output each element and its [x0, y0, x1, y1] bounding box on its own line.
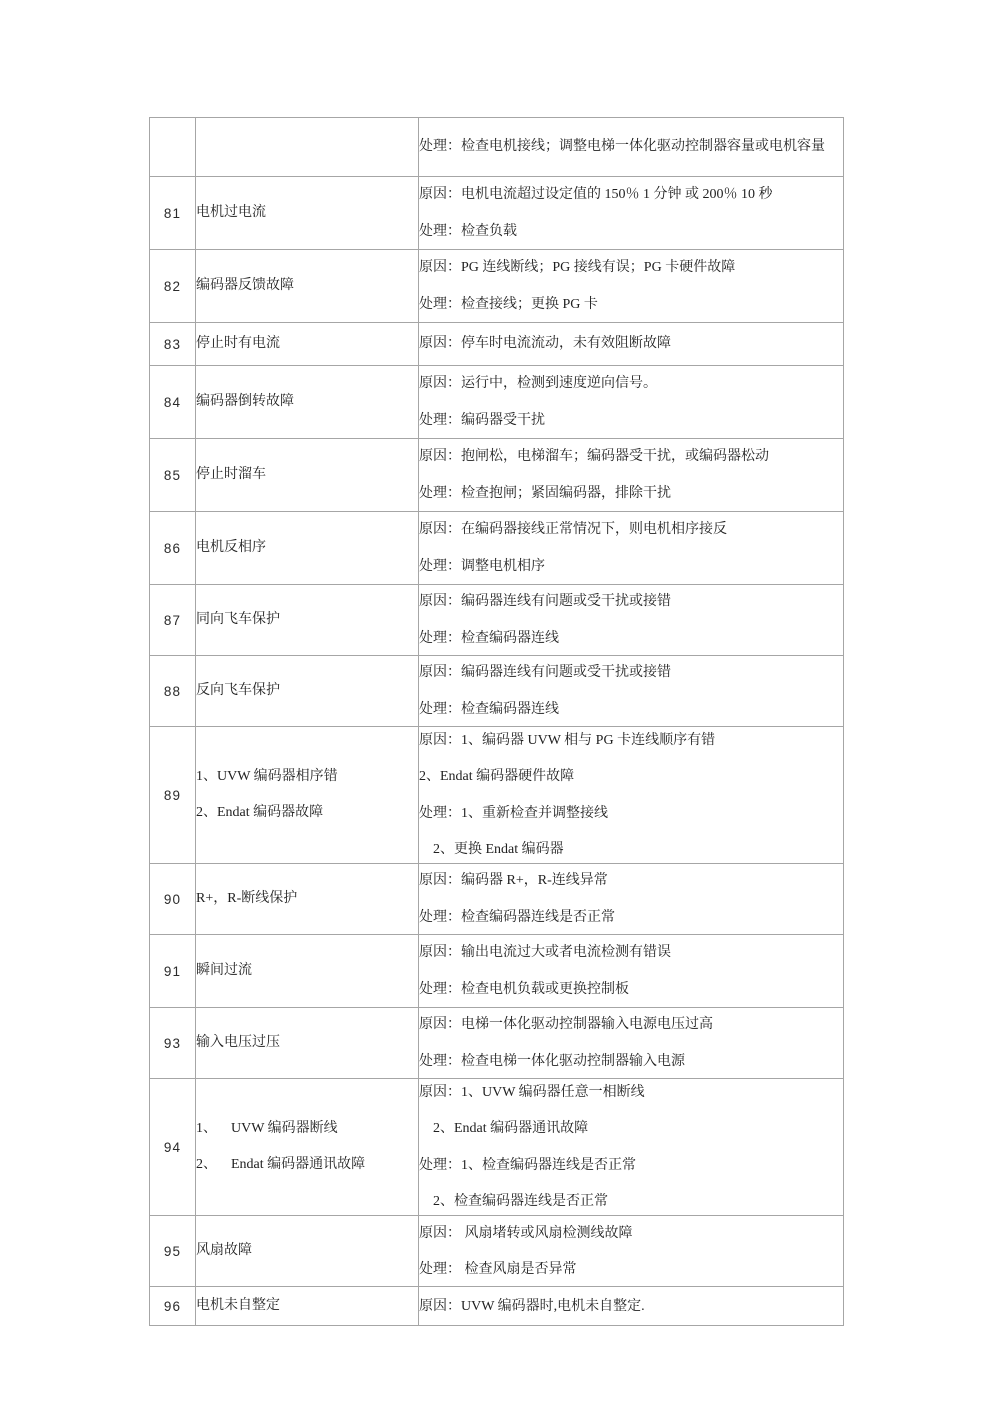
fault-description-cell: [419, 585, 844, 656]
table-row: [150, 118, 844, 177]
table-row: [150, 512, 844, 585]
fault-description-line: 原因：输出电流过大或者电流检测有错误: [419, 945, 671, 961]
fault-description-line: 处理：检查电机负载或更换控制板: [419, 981, 629, 997]
fault-description-line: 2、更换 Endat 编码器: [419, 841, 564, 857]
fault-description-line: 原因：1、编码器 UVW 相与 PG 卡连线顺序有错: [419, 733, 716, 748]
fault-description-line: 处理：检查负载: [419, 223, 517, 239]
fault-description-cell: [419, 1287, 844, 1326]
fault-code-table: [149, 117, 844, 1326]
fault-name-cell: [196, 864, 419, 935]
table-row: [150, 656, 844, 727]
fault-description-cell: [419, 864, 844, 935]
fault-name-cell: [196, 727, 419, 864]
table-row: [150, 250, 844, 323]
fault-description-cell: [419, 512, 844, 585]
fault-description-cell: [419, 177, 844, 250]
fault-description-line: 原因：编码器 R+，R-连线异常: [419, 873, 608, 889]
fault-name-line: 编码器倒转故障: [196, 394, 294, 410]
table-row: [150, 585, 844, 656]
fault-description-line: 2、Endat 编码器通讯故障: [419, 1121, 589, 1137]
fault-name-cell: [196, 935, 419, 1008]
fault-description-line: 处理：1、检查编码器连线是否正常: [419, 1157, 636, 1173]
fault-description-line: 原因：编码器连线有问题或受干扰或接错: [419, 665, 671, 681]
fault-description-line: 原因： 风扇堵转或风扇检测线故障: [419, 1225, 633, 1241]
fault-description-line: 处理：检查抱闸；紧固编码器，排除干扰: [419, 485, 671, 501]
fault-name-cell: [196, 512, 419, 585]
fault-name-cell: [196, 1287, 419, 1326]
fault-name-line: R+，R-断线保护: [196, 891, 298, 907]
fault-description-line: 处理：编码器受干扰: [419, 412, 545, 428]
fault-name-line: 1、 UVW 编码器断线: [196, 1121, 338, 1137]
table-row: [150, 366, 844, 439]
fault-description-line: 处理： 检查风扇是否异常: [419, 1261, 577, 1277]
fault-name-line: 输入电压过压: [196, 1035, 280, 1051]
fault-description-line: 处理：检查电机接线；调整电梯一体化驱动控制器容量或电机容量: [419, 139, 825, 155]
fault-code-cell: 87: [150, 585, 196, 656]
fault-description-cell: [419, 250, 844, 323]
fault-description-line: 原因：编码器连线有问题或受干扰或接错: [419, 594, 671, 610]
fault-name-line: 电机反相序: [196, 540, 266, 556]
fault-code-cell: 83: [150, 323, 196, 366]
fault-description-line: 处理：检查接线；更换 PG 卡: [419, 296, 598, 312]
fault-code-cell: 89: [150, 727, 196, 864]
fault-code-cell: 91: [150, 935, 196, 1008]
fault-description-line: 原因：UVW 编码器时,电机未自整定.: [419, 1298, 645, 1314]
table-row: [150, 177, 844, 250]
fault-description-line: 原因：抱闸松，电梯溜车；编码器受干扰，或编码器松动: [419, 449, 769, 465]
table-row: [150, 935, 844, 1008]
fault-name-line: 停止时溜车: [196, 467, 266, 483]
fault-name-cell: [196, 1079, 419, 1216]
fault-code-cell: 82: [150, 250, 196, 323]
fault-code-cell: 94: [150, 1079, 196, 1216]
fault-description-line: 原因：在编码器接线正常情况下，则电机相序接反: [419, 522, 727, 538]
fault-code-cell: 96: [150, 1287, 196, 1326]
fault-description-line: 处理：检查电梯一体化驱动控制器输入电源: [419, 1053, 685, 1069]
fault-description-line: 2、检查编码器连线是否正常: [419, 1194, 608, 1210]
fault-name-line: 瞬间过流: [196, 963, 252, 979]
fault-code-cell: 81: [150, 177, 196, 250]
fault-code-table-container: [149, 117, 843, 1326]
table-row: [150, 1079, 844, 1216]
fault-description-cell: [419, 1008, 844, 1079]
fault-description-line: 处理：检查编码器连线是否正常: [419, 909, 615, 925]
fault-code-cell: 86: [150, 512, 196, 585]
fault-name-line: 风扇故障: [196, 1243, 252, 1259]
fault-description-cell: [419, 323, 844, 366]
fault-name-cell: [196, 1216, 419, 1287]
fault-name-line: 同向飞车保护: [196, 612, 280, 628]
fault-description-line: 原因：运行中，检测到速度逆向信号。: [419, 376, 657, 392]
fault-code-table-body: [150, 118, 844, 1326]
table-row: [150, 1287, 844, 1326]
fault-description-cell: [419, 439, 844, 512]
fault-name-line: 1、UVW 编码器相序错: [196, 769, 338, 785]
fault-code-cell: 88: [150, 656, 196, 727]
fault-description-line: 原因：停车时电流流动，未有效阻断故障: [419, 336, 671, 352]
fault-description-cell: [419, 656, 844, 727]
fault-description-line: 处理：1、重新检查并调整接线: [419, 805, 608, 821]
fault-name-line: 反向飞车保护: [196, 683, 280, 699]
fault-description-line: 2、Endat 编码器硬件故障: [419, 769, 575, 785]
fault-description-line: 原因：电机电流超过设定值的 150％ 1 分钟 或 200％ 10 秒: [419, 187, 773, 203]
fault-description-line: 原因：PG 连线断线；PG 接线有误；PG 卡硬件故障: [419, 260, 736, 276]
table-row: [150, 1008, 844, 1079]
table-row: [150, 323, 844, 366]
fault-name-cell: [196, 250, 419, 323]
fault-name-cell: [196, 439, 419, 512]
fault-name-cell: [196, 366, 419, 439]
fault-code-cell: 85: [150, 439, 196, 512]
fault-description-line: 原因：1、UVW 编码器任意一相断线: [419, 1085, 645, 1101]
fault-description-cell: [419, 727, 844, 864]
table-row: [150, 727, 844, 864]
fault-description-line: 处理：调整电机相序: [419, 558, 545, 574]
fault-description-cell: [419, 366, 844, 439]
fault-description-cell: [419, 935, 844, 1008]
fault-code-cell: 95: [150, 1216, 196, 1287]
fault-code-cell: 84: [150, 366, 196, 439]
fault-description-cell: [419, 118, 844, 177]
fault-description-line: 原因：电梯一体化驱动控制器输入电源电压过高: [419, 1017, 713, 1033]
fault-name-cell: [196, 323, 419, 366]
fault-code-cell: [150, 118, 196, 177]
fault-name-cell: [196, 1008, 419, 1079]
fault-name-line: 2、 Endat 编码器通讯故障: [196, 1157, 366, 1173]
fault-name-line: 电机过电流: [196, 205, 266, 221]
fault-description-cell: [419, 1079, 844, 1216]
fault-name-line: 停止时有电流: [196, 336, 280, 352]
fault-description-cell: [419, 1216, 844, 1287]
fault-code-cell: 93: [150, 1008, 196, 1079]
table-row: [150, 864, 844, 935]
table-row: [150, 439, 844, 512]
fault-code-cell: 90: [150, 864, 196, 935]
fault-name-line: 编码器反馈故障: [196, 278, 294, 294]
fault-name-line: 2、Endat 编码器故障: [196, 805, 324, 821]
fault-description-line: 处理：检查编码器连线: [419, 630, 559, 646]
fault-name-cell: [196, 118, 419, 177]
fault-name-cell: [196, 585, 419, 656]
fault-name-line: 电机未自整定: [196, 1298, 280, 1314]
fault-name-cell: [196, 177, 419, 250]
table-row: [150, 1216, 844, 1287]
fault-name-cell: [196, 656, 419, 727]
fault-description-line: 处理：检查编码器连线: [419, 701, 559, 717]
